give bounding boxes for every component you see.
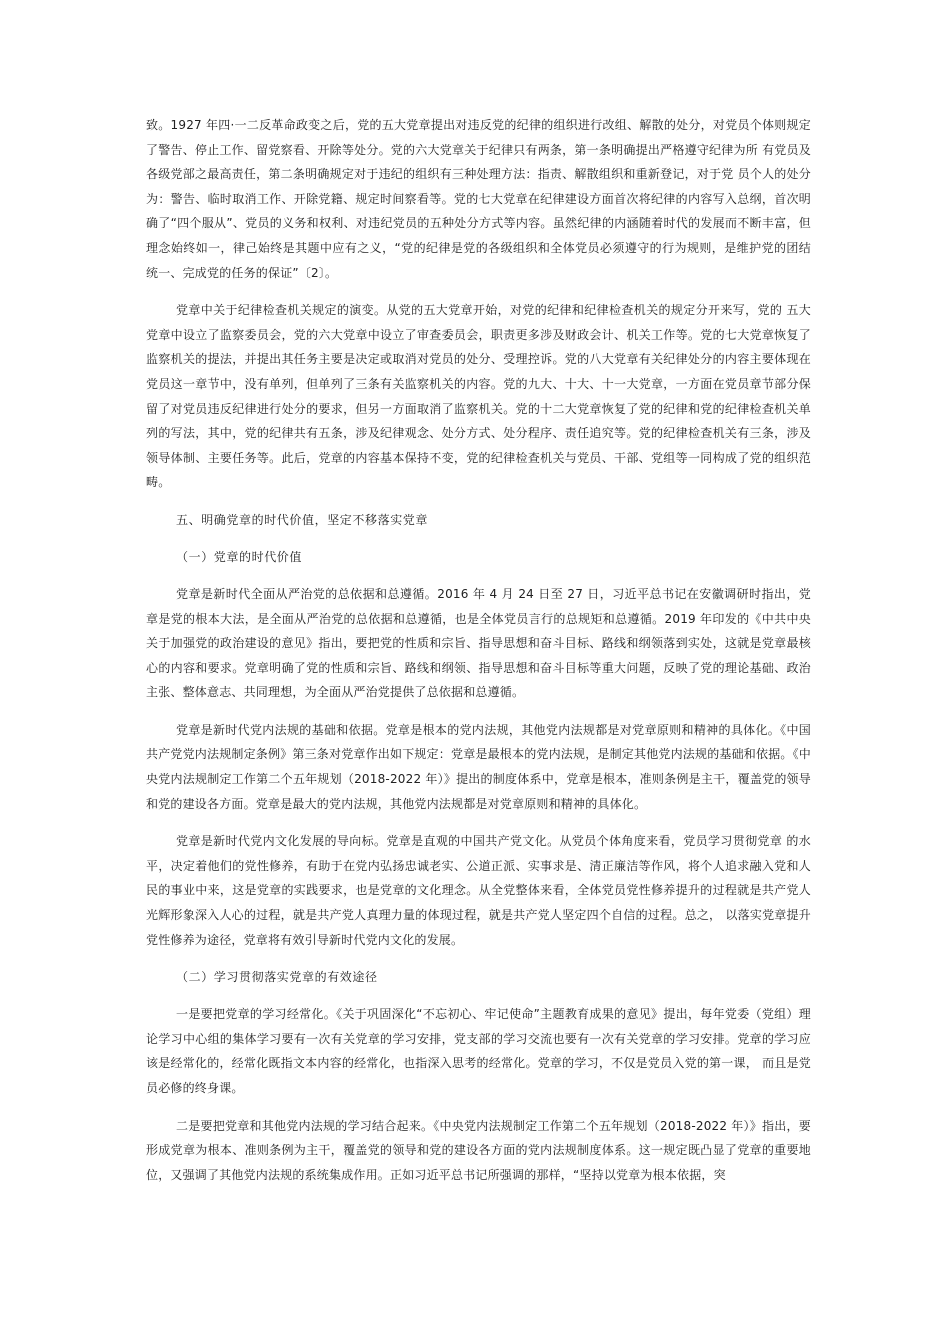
paragraph-general-basis: 党章是新时代全面从严治党的总依据和总遵循。2016 年 4 月 24 日至 27 日，习近平总书记在安徽调研时指出，党章是党的根本大法，是全面从严治党的总依据和总遵循，也是全体党员言行的总规矩和总遵循。2019 年印发的《中共中央关于加强党的政治建设的意见》指出，要把党的性质和宗旨、指导思想和奋斗目标、路线和纲领落到实处，这就是党章最核心的内容和要求。党章明确了党的性质和宗旨、路线和纲领、指导思想和奋斗目标等重大问题，反映了党的理论基础、政治主张、整体意志、共同理想，为全面从严治党提供了总依据和总遵循。 (146, 586, 811, 700)
paragraph-gap (146, 1101, 811, 1114)
paragraph-party-constitution-discipline: 致。1927 年四·一二反革命政变之后，党的五大党章提出对违反党的纪律的组织进行改组、解散的处分，对党员个体则规定了警告、停止工作、留党察看、开除等处分。党的六大党章关于纪律只有两条，第一条明确提出严格遵守纪律为所 有党员及各级党部之最高责任，第二条明确规定对于违纪的组织有三种处理方法：指责、解散组织和重新登记，对于党 员个人的处分为：警告、临时取消工作、开除党籍、规定时间察看等。党的七大党章在纪律建设方面首次将纪律的内容写入总纲，首次明确了“四个服从”、党员的义务和权利、对违纪党员的五种处分方式等内容。虽然纪律的内涵随着时代的发展而不断丰富，但理念始终如一，律己始终是其题中应有之义，“党的纪律是党的各级组织和全体党员必须遵守的行为规则，是维护党的团结统一、完成党的任务的保证”〔2〕。 (146, 118, 811, 280)
paragraph-gap (146, 816, 811, 829)
paragraph-inner-party-regulations: 党章是新时代党内法规的基础和依据。党章是根本的党内法规，其他党内法规都是对党章原则和精神的具体化。《中国共产党党内法规制定条例》第三条对党章作出如下规定：党章是最根本的党内法规，是制定其他党内法规的基础和依据。《中央党内法规制定工作第二个五年规划（2018-2022 年）》提出的制度体系中，党章是根本，准则条例是主干，覆盖党的领导和党的建设各方面。党章是最大的党内法规，其他党内法规都是对党章原则和精神的具体化。 (146, 722, 812, 811)
subsection-heading-two: （二）学习贯彻落实党章的有效途径 (176, 970, 378, 985)
paragraph-gap (146, 952, 811, 965)
paragraph-combined-study: 二是要把党章和其他党内法规的学习结合起来。《中央党内法规制定工作第二个五年规划（2018-2022 年）》指出，要形成党章为根本、准则条例为主干，覆盖党的领导和党的建设各方面的党内法规制度体系。这一规定既凸显了党章的重要地位，又强调了其他党内法规的系统集成作用。正如习近平总书记所强调的那样，“坚持以党章为根本依据，突 (146, 1118, 811, 1182)
paragraph-gap (146, 285, 811, 298)
paragraph-gap (146, 569, 811, 582)
paragraph-discipline-inspection-organs: 党章中关于纪律检查机关规定的演变。从党的五大党章开始，对党的纪律和纪律检查机关的规定分开来写，党的 五大党章中设立了监察委员会，党的六大党章中设立了审查委员会，职责更多涉及财政会计、机关工作等。党的七大党章恢复了监察机关的提法，并提出其任务主要是决定或取消对党员的处分、受理控诉。党的八大党章有关纪律处分的内容主要体现在党员这一章节中，没有单列，但单列了三条有关监察机关的内容。党的九大、十大、十一大党章，一方面在党员章节部分保留了对党员违反纪律进行处分的要求，但另一方面取消了监察机关。党的十二大党章恢复了党的纪律和党的纪律检查机关单列的写法，其中，党的纪律共有五条，涉及纪律观念、处分方式、处分程序、责任追究等。党的纪律检查机关有三条，涉及领导体制、主要任务等。此后，党章的内容基本保持不变，党的纪律检查机关与党员、干部、党组等一同构成了党的组织范畴。 (146, 303, 811, 490)
paragraph-gap (146, 532, 811, 545)
paragraph-gap (146, 495, 811, 508)
subsection-heading-one: （一）党章的时代价值 (176, 549, 303, 564)
section-heading-five: 五、明确党章的时代价值，坚定不移落实党章 (176, 512, 429, 527)
paragraph-gap (146, 989, 811, 1002)
document-page (146, 113, 811, 1187)
paragraph-party-culture: 党章是新时代党内文化发展的导向标。党章是直观的中国共产党文化。从党员个体角度来看，党员学习贯彻党章 的水平，决定着他们的党性修养，有助于在党内弘扬忠诚老实、公道正派、实事求是、清正廉洁等作风，将个人追求融入党和人民的事业中来，这是党章的实践要求，也是党章的文化理念。从全党整体来看，全体党员党性修养提升的过程就是共产党人光辉形象深入人心的过程，就是共产党人真理力量的体现过程，就是共产党人坚定四个自信的过程。总之， 以落实党章提升党性修养为途径，党章将有效引导新时代党内文化的发展。 (146, 834, 811, 947)
paragraph-regular-study: 一是要把党章的学习经常化。《关于巩固深化“不忘初心、牢记使命”主题教育成果的意见》提出，每年党委（党组）理论学习中心组的集体学习要有一次有关党章的学习安排，党支部的学习交流也要有一次有关党章的学习安排。党章的学习应该是经常化的，经常化既指文本内容的经常化，也指深入思考的经常化。党章的学习，不仅是党员入党的第一课， 而且是党员必修的终身课。 (146, 1007, 811, 1095)
paragraph-gap (146, 705, 811, 718)
